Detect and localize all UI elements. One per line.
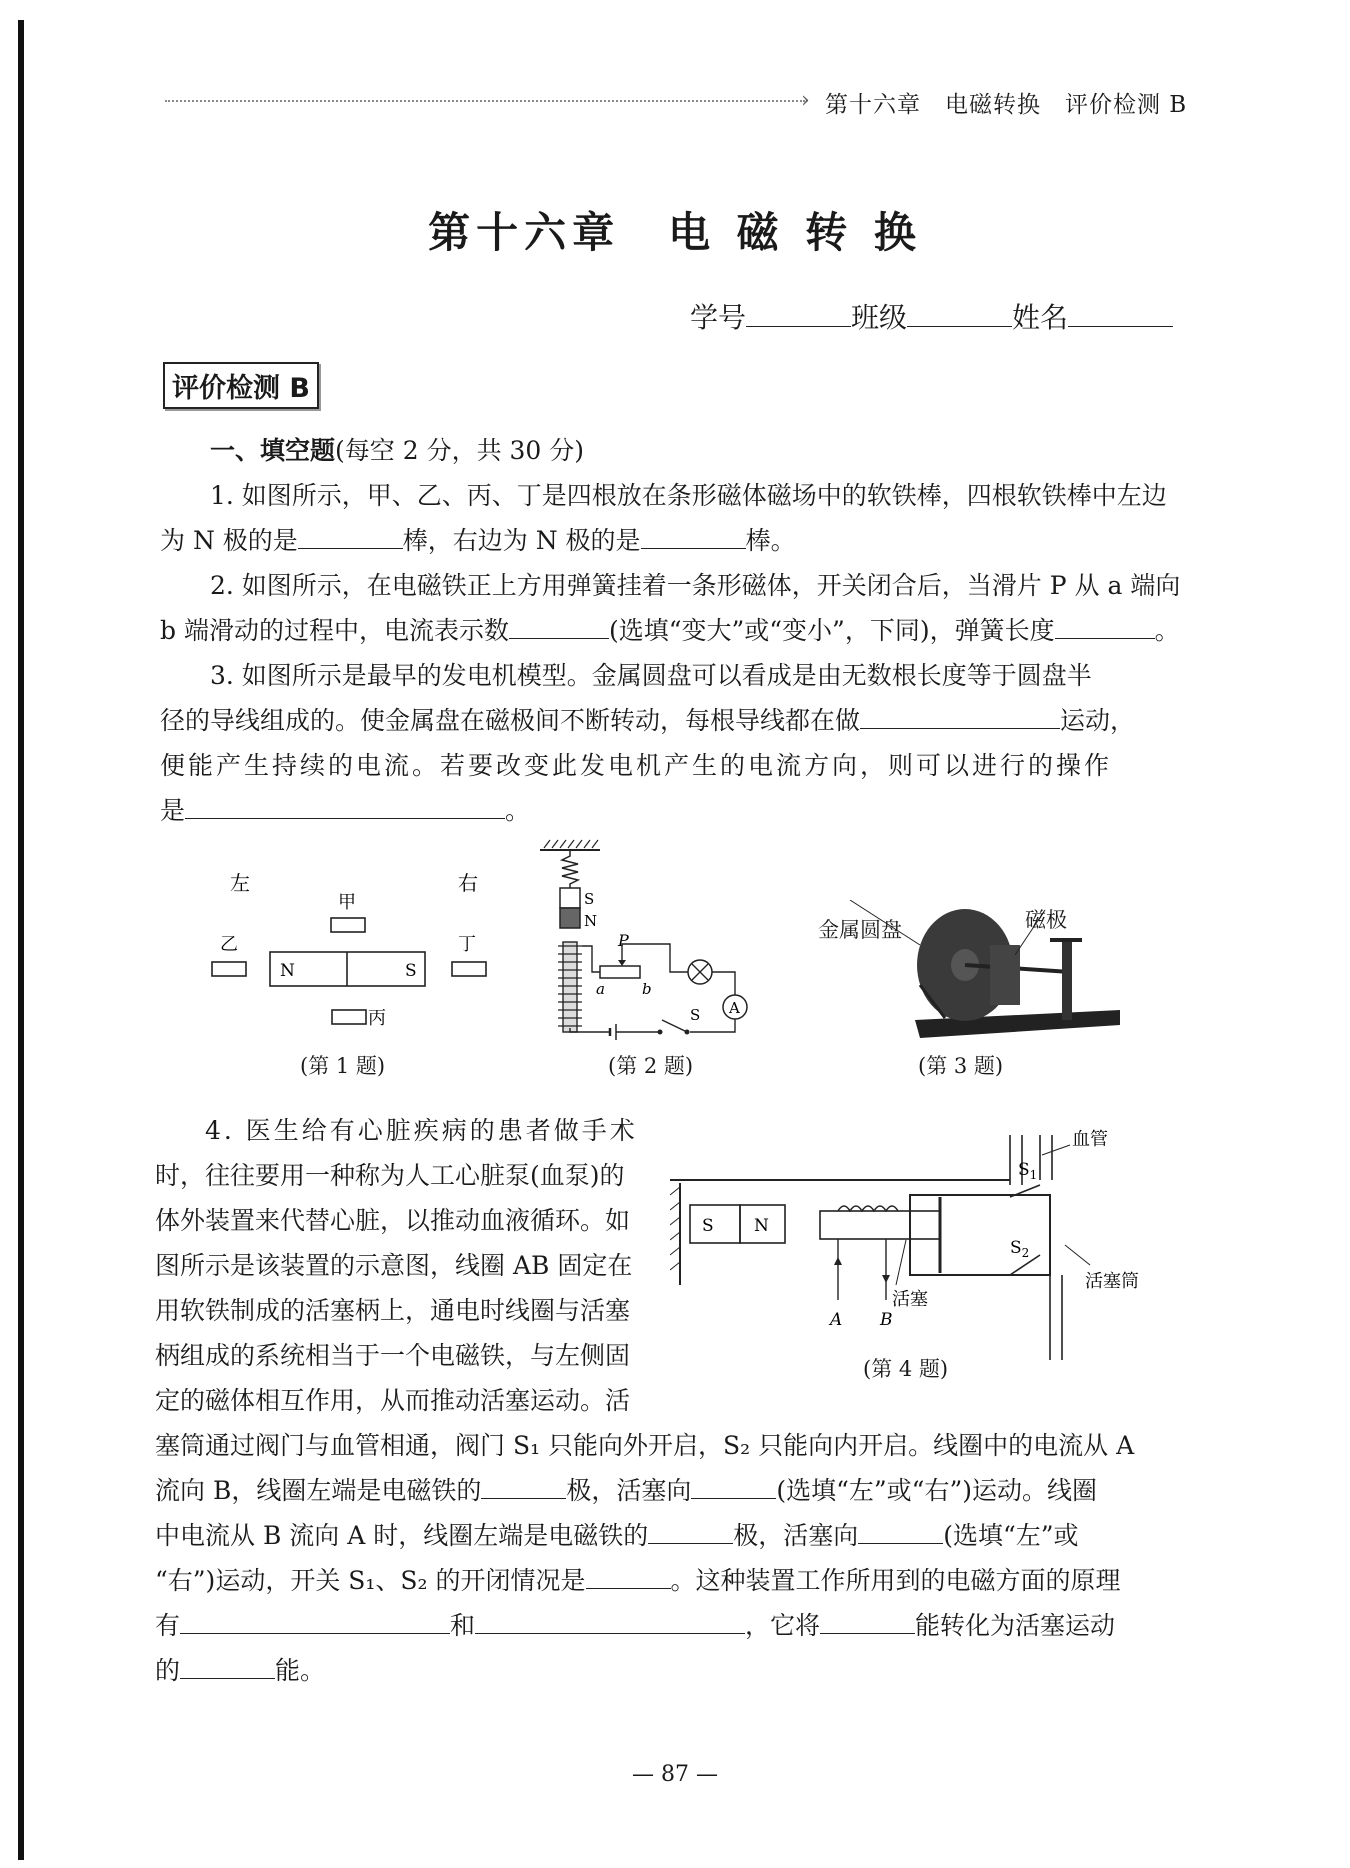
- binding-spine: [18, 20, 24, 1860]
- q4-blank-7[interactable]: [475, 1607, 745, 1634]
- fig4-cylinder-label: 活塞筒: [1085, 1271, 1139, 1292]
- fig2-rheostat: [600, 966, 640, 978]
- name-label: 姓名: [1012, 301, 1069, 334]
- fig2-b-label: b: [642, 980, 652, 998]
- q4-continuation: [155, 1423, 1165, 1693]
- q4-line7: 定的磁体相互作用，从而推动活塞运动。活: [155, 1386, 631, 1415]
- q4-line3: 体外装置来代替心脏，以推动血液循环。如: [155, 1206, 631, 1235]
- fig2-ammeter-label: A: [729, 999, 740, 1017]
- q4-blank-9[interactable]: [180, 1652, 275, 1679]
- q4-blank-1[interactable]: [481, 1472, 566, 1499]
- fig1-bing-label: 丙: [368, 1008, 386, 1029]
- q4-blank-8[interactable]: [820, 1607, 915, 1634]
- q4-line2: 时，往往要用一种称为人工心脏泵(血泵)的: [155, 1161, 625, 1190]
- fig4-arrow-b-icon: [882, 1275, 890, 1283]
- fig2-wire-coil-top: [582, 946, 600, 972]
- student-id-label: 学号: [690, 301, 747, 334]
- q3-blank-1[interactable]: [860, 702, 1060, 729]
- q4-text-5c: ，它将: [745, 1611, 821, 1640]
- q2-blank-1[interactable]: [509, 612, 609, 639]
- q4-text-3b: 极，活塞向: [733, 1521, 859, 1550]
- figure-4-heart-pump: [670, 1125, 1140, 1365]
- q4-text-6a: 的: [155, 1656, 181, 1685]
- q3-text-a: 径的导线组成的。使金属盘在磁极间不断转动，每根导线都在做: [160, 706, 861, 735]
- q2-text-c: 。: [1154, 616, 1180, 645]
- fig1-right-label: 右: [458, 871, 478, 895]
- q4-full-line3: [155, 1513, 1165, 1558]
- q1-blank-1[interactable]: [298, 522, 403, 549]
- fig4-s-label: S: [702, 1216, 714, 1236]
- fig1-rod-jia: [331, 918, 365, 932]
- fig2-magnet-n: [560, 908, 580, 928]
- section-scoring: (每空 2 分，共 30 分): [335, 436, 585, 465]
- q1-text-c: 棒。: [745, 526, 796, 555]
- q4-full-line5: [155, 1603, 1165, 1648]
- fig4-s1-label: $S_1$: [1018, 1160, 1038, 1182]
- q3-blank-2[interactable]: [185, 792, 505, 819]
- q4-full-line6: [155, 1648, 1165, 1693]
- q3-text-c: 是: [160, 796, 186, 825]
- q4-text-5b: 和: [450, 1611, 476, 1640]
- q4-text-3c: (选填“左”或: [943, 1521, 1079, 1550]
- class-blank[interactable]: [907, 302, 1012, 327]
- fig2-spring: [562, 850, 578, 888]
- fig4-piston-pointer: [896, 1240, 906, 1285]
- student-id-blank[interactable]: [746, 302, 851, 327]
- fig2-p-label: P: [618, 931, 629, 950]
- section-badge: 评价检测 B: [163, 362, 319, 409]
- q2-line1: 2. 如图所示，在电磁铁正上方用弹簧挂着一条形磁体，开关闭合后，当滑片 P 从 a 端向: [210, 571, 1181, 600]
- fig1-caption: (第 1 题): [300, 1054, 386, 1078]
- fig4-magnet-s: [690, 1205, 740, 1243]
- q2-text-b: (选填“变大”或“变小”，下同)，弹簧长度: [608, 616, 1055, 645]
- q2-text-a: b 端滑动的过程中，电流表示数: [160, 616, 509, 645]
- fig2-wire-lamp: [712, 972, 735, 995]
- q1-text-a: 为 N 极的是: [160, 526, 298, 555]
- page-number: — 87 —: [632, 1762, 718, 1787]
- q4-wrapped-text: [155, 1108, 655, 1423]
- q4-full-line2: [155, 1468, 1165, 1513]
- fig1-rod-bing: [332, 1010, 366, 1024]
- fig1-rod-yi: [212, 962, 246, 976]
- fig2-s-label: S: [584, 890, 595, 908]
- fig1-s-label: S: [405, 961, 417, 981]
- fig2-ceiling-hatch: [544, 840, 598, 848]
- q3-line2: [160, 698, 1165, 743]
- q4-line4: 图所示是该装置的示意图，线圈 AB 固定在: [155, 1251, 633, 1280]
- fig4-s2-label: $S_2$: [1010, 1238, 1030, 1260]
- q4-line5: 用软铁制成的活塞柄上，通电时线圈与活塞: [155, 1296, 631, 1325]
- q4-line1: 4. 医生给有心脏疾病的患者做手术: [205, 1116, 638, 1145]
- q4-blank-3[interactable]: [648, 1517, 733, 1544]
- student-info: [690, 296, 1173, 336]
- fig4-piston-rod: [820, 1211, 940, 1239]
- fig4-cylinder-pointer: [1065, 1245, 1090, 1265]
- questions-1-3: [160, 428, 1181, 833]
- fig1-n-label: N: [280, 961, 295, 981]
- fig2-switch: [662, 1020, 687, 1032]
- q4-full-line1: 塞筒通过阀门与血管相通，阀门 S₁ 只能向外开启，S₂ 只能向内开启。线圈中的电流从 A: [155, 1431, 1135, 1460]
- chapter-title: 第十六章 电 磁 转 换: [428, 208, 922, 257]
- fig4-vessel-pointer: [1042, 1145, 1070, 1155]
- fig1-left-label: 左: [230, 871, 250, 895]
- q1-text-b: 棒，右边为 N 极的是: [402, 526, 641, 555]
- fig1-yi-label: 乙: [220, 934, 238, 955]
- fig1-rod-ding: [452, 962, 486, 976]
- q4-text-2b: 极，活塞向: [566, 1476, 692, 1505]
- q4-text-6b: 能。: [275, 1656, 326, 1685]
- name-blank[interactable]: [1068, 302, 1173, 327]
- q3-line1: 3. 如图所示是最早的发电机模型。金属圆盘可以看成是由无数根长度等于圆盘半: [210, 661, 1092, 690]
- q4-text-3a: 中电流从 B 流向 A 时，线圈左端是电磁铁的: [155, 1521, 649, 1550]
- q4-line6: 柄组成的系统相当于一个电磁铁，与左侧固: [155, 1341, 631, 1370]
- fig1-jia-label: 甲: [338, 892, 356, 913]
- q3-line3: 便能产生持续的电流。若要改变此发电机产生的电流方向，则可以进行的操作: [160, 751, 1113, 780]
- fig2-wire-slider: [622, 944, 688, 972]
- header-breadcrumb: 第十六章 电磁转换 评价检测 B: [825, 92, 1188, 118]
- fig1-ding-label: 丁: [458, 934, 476, 955]
- fig4-arrow-a-icon: [834, 1257, 842, 1265]
- fig2-caption: (第 2 题): [608, 1054, 694, 1078]
- q1-line2: [160, 518, 1165, 563]
- running-header: [165, 86, 1188, 118]
- class-label: 班级: [851, 301, 908, 334]
- fig4-a-label: A: [830, 1310, 843, 1330]
- q4-blank-4[interactable]: [858, 1517, 943, 1544]
- q4-text-4b: 。这种装置工作所用到的电磁方面的原理: [670, 1566, 1121, 1595]
- fig3-stand: [1062, 940, 1072, 1020]
- section-title: 一、填空题: [210, 436, 336, 465]
- fig2-a-label: a: [596, 980, 605, 998]
- q4-blank-5[interactable]: [586, 1562, 671, 1589]
- figure-2-electromagnet-circuit: [530, 832, 790, 1047]
- q4-text-5d: 能转化为活塞运动: [915, 1611, 1116, 1640]
- figure-1-bar-magnet: [200, 860, 500, 1040]
- q4-text-2a: 流向 B，线圈左端是电磁铁的: [155, 1476, 482, 1505]
- fig3-pole-label: 磁极: [1025, 908, 1067, 932]
- q4-text-5a: 有: [155, 1611, 181, 1640]
- q2-line2: [160, 608, 1180, 653]
- fig3-disc-label: 金属圆盘: [818, 918, 902, 942]
- fig3-caption: (第 3 题): [918, 1054, 1004, 1078]
- fig2-slider-arrow-icon: [618, 960, 626, 966]
- header-leader-dots: [165, 100, 805, 102]
- fig4-wall-hatch: [670, 1187, 680, 1270]
- fig4-b-label: B: [880, 1310, 893, 1330]
- q3-text-b: 运动，: [1060, 706, 1136, 735]
- fig4-piston-label: 活塞: [892, 1289, 928, 1310]
- q2-blank-2[interactable]: [1055, 612, 1155, 639]
- header-arrow-icon: ›: [801, 88, 810, 113]
- section-heading: [160, 428, 1165, 473]
- q4-full-line4: [155, 1558, 1165, 1603]
- fig4-vessel-label: 血管: [1072, 1129, 1108, 1150]
- fig2-magnet-s: [560, 888, 580, 908]
- q4-blank-2[interactable]: [691, 1472, 776, 1499]
- q3-line4: [160, 788, 1165, 833]
- q1-blank-2[interactable]: [641, 522, 746, 549]
- fig4-caption: (第 4 题): [863, 1357, 949, 1381]
- q1-line1: 1. 如图所示，甲、乙、丙、丁是四根放在条形磁体磁场中的软铁棒，四根软铁棒中左边: [210, 481, 1167, 510]
- q4-text-2c: (选填“左”或“右”)运动。线圈: [776, 1476, 1097, 1505]
- q4-text-4a: “右”)运动，开关 S₁、S₂ 的开闭情况是: [155, 1566, 586, 1595]
- q4-blank-6[interactable]: [180, 1607, 450, 1634]
- fig4-n-label: N: [754, 1216, 769, 1236]
- fig2-n-label: N: [584, 912, 598, 930]
- q3-text-d: 。: [505, 796, 531, 825]
- fig2-switch-label: S: [690, 1006, 701, 1024]
